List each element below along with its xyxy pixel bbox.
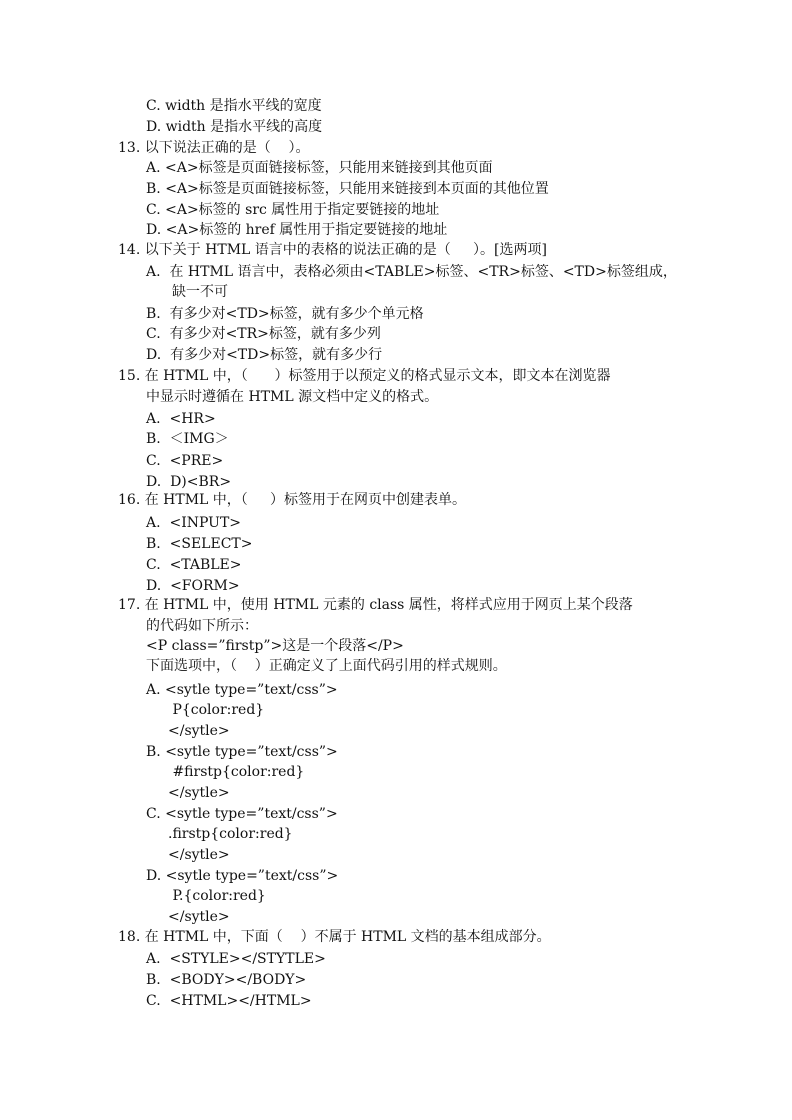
question-17-prompt: 下面选项中，（ ）正确定义了上面代码引用的样式规则。 [146,658,507,674]
question-17: 17. 在 HTML 中，使用 HTML 元素的 class 属性，将样式应用于网页上某个段落 [118,597,633,613]
option-d-q14: D. 有多少对<TD>标签，就有多少行 [146,347,383,363]
option-a-q13: A. <A>标签是页面链接标签，只能用来链接到其他页面 [146,160,493,176]
option-d-q13: D. <A>标签的 href 属性用于指定要链接的地址 [146,222,448,238]
option-a-q15: A. <HR> [146,411,216,427]
option-a-q14-cont: 缺一不可 [172,284,228,300]
option-c-q18: C. <HTML></HTML> [146,993,312,1009]
option-b-q13: B. <A>标签是页面链接标签，只能用来链接到本页面的其他位置 [146,181,549,197]
option-d-q16: D. <FORM> [146,578,240,594]
option-b-q18: B. <BODY></BODY> [146,972,307,988]
option-a-q17-close: </sytle> [168,723,230,739]
question-15-cont: 中显示时遵循在 HTML 源文档中定义的格式。 [146,389,439,405]
option-c-q13: C. <A>标签的 src 属性用于指定要链接的地址 [146,202,440,218]
option-b-q16: B. <SELECT> [146,536,253,552]
option-b-q14: B. 有多少对<TD>标签，就有多少个单元格 [146,306,424,322]
option-c-q14: C. 有多少对<TR>标签，就有多少列 [146,326,381,342]
question-14: 14. 以下关于 HTML 语言中的表格的说法正确的是（ ）。[选两项] [118,242,547,258]
option-a-q17: A. <sytle type=”text/css”> [146,682,338,698]
option-c-q16: C. <TABLE> [146,557,242,573]
question-13: 13. 以下说法正确的是（ ）。 [118,140,310,156]
option-d-q15: D. D)<BR> [146,474,232,490]
option-a-q14: A. 在 HTML 语言中，表格必须由<TABLE>标签、<TR>标签、<TD>标签组成， [146,264,677,280]
option-b-q15: B. ＜IMG＞ [146,431,229,447]
option-d-q17-rule: P.{color:red} [168,888,266,904]
option-b-q17: B. <sytle type=”text/css”> [146,744,338,760]
question-17-cont: 的代码如下所示： [146,618,258,634]
option-c-q17: C. <sytle type=”text/css”> [146,806,338,822]
question-17-code: <P class=”firstp”>这是一个段落</P> [146,638,404,654]
option-a-q16: A. <INPUT> [146,515,242,531]
option-b-q17-rule: #firstp{color:red} [168,764,305,780]
question-15: 15. 在 HTML 中，（ ）标签用于以预定义的格式显示文本，即文本在浏览器 [118,368,611,384]
option-c-q17-close: </sytle> [168,847,230,863]
option-c-q15: C. <PRE> [146,453,224,469]
option-a-q18: A. <STYLE></STYTLE> [146,951,326,967]
option-c-q17-rule: .firstp{color:red} [168,826,293,842]
question-18: 18. 在 HTML 中，下面（ ）不属于 HTML 文档的基本组成部分。 [118,929,551,945]
option-d-q17: D. <sytle type=”text/css”> [146,868,339,884]
option-d-q17-close: </sytle> [168,909,230,925]
option-d-q12: D. width 是指水平线的高度 [146,119,323,135]
question-16: 16. 在 HTML 中，（ ）标签用于在网页中创建表单。 [118,492,467,508]
option-b-q17-close: </sytle> [168,785,230,801]
option-a-q17-rule: P{color:red} [168,702,265,718]
option-c-q12: C. width 是指水平线的宽度 [146,98,322,114]
